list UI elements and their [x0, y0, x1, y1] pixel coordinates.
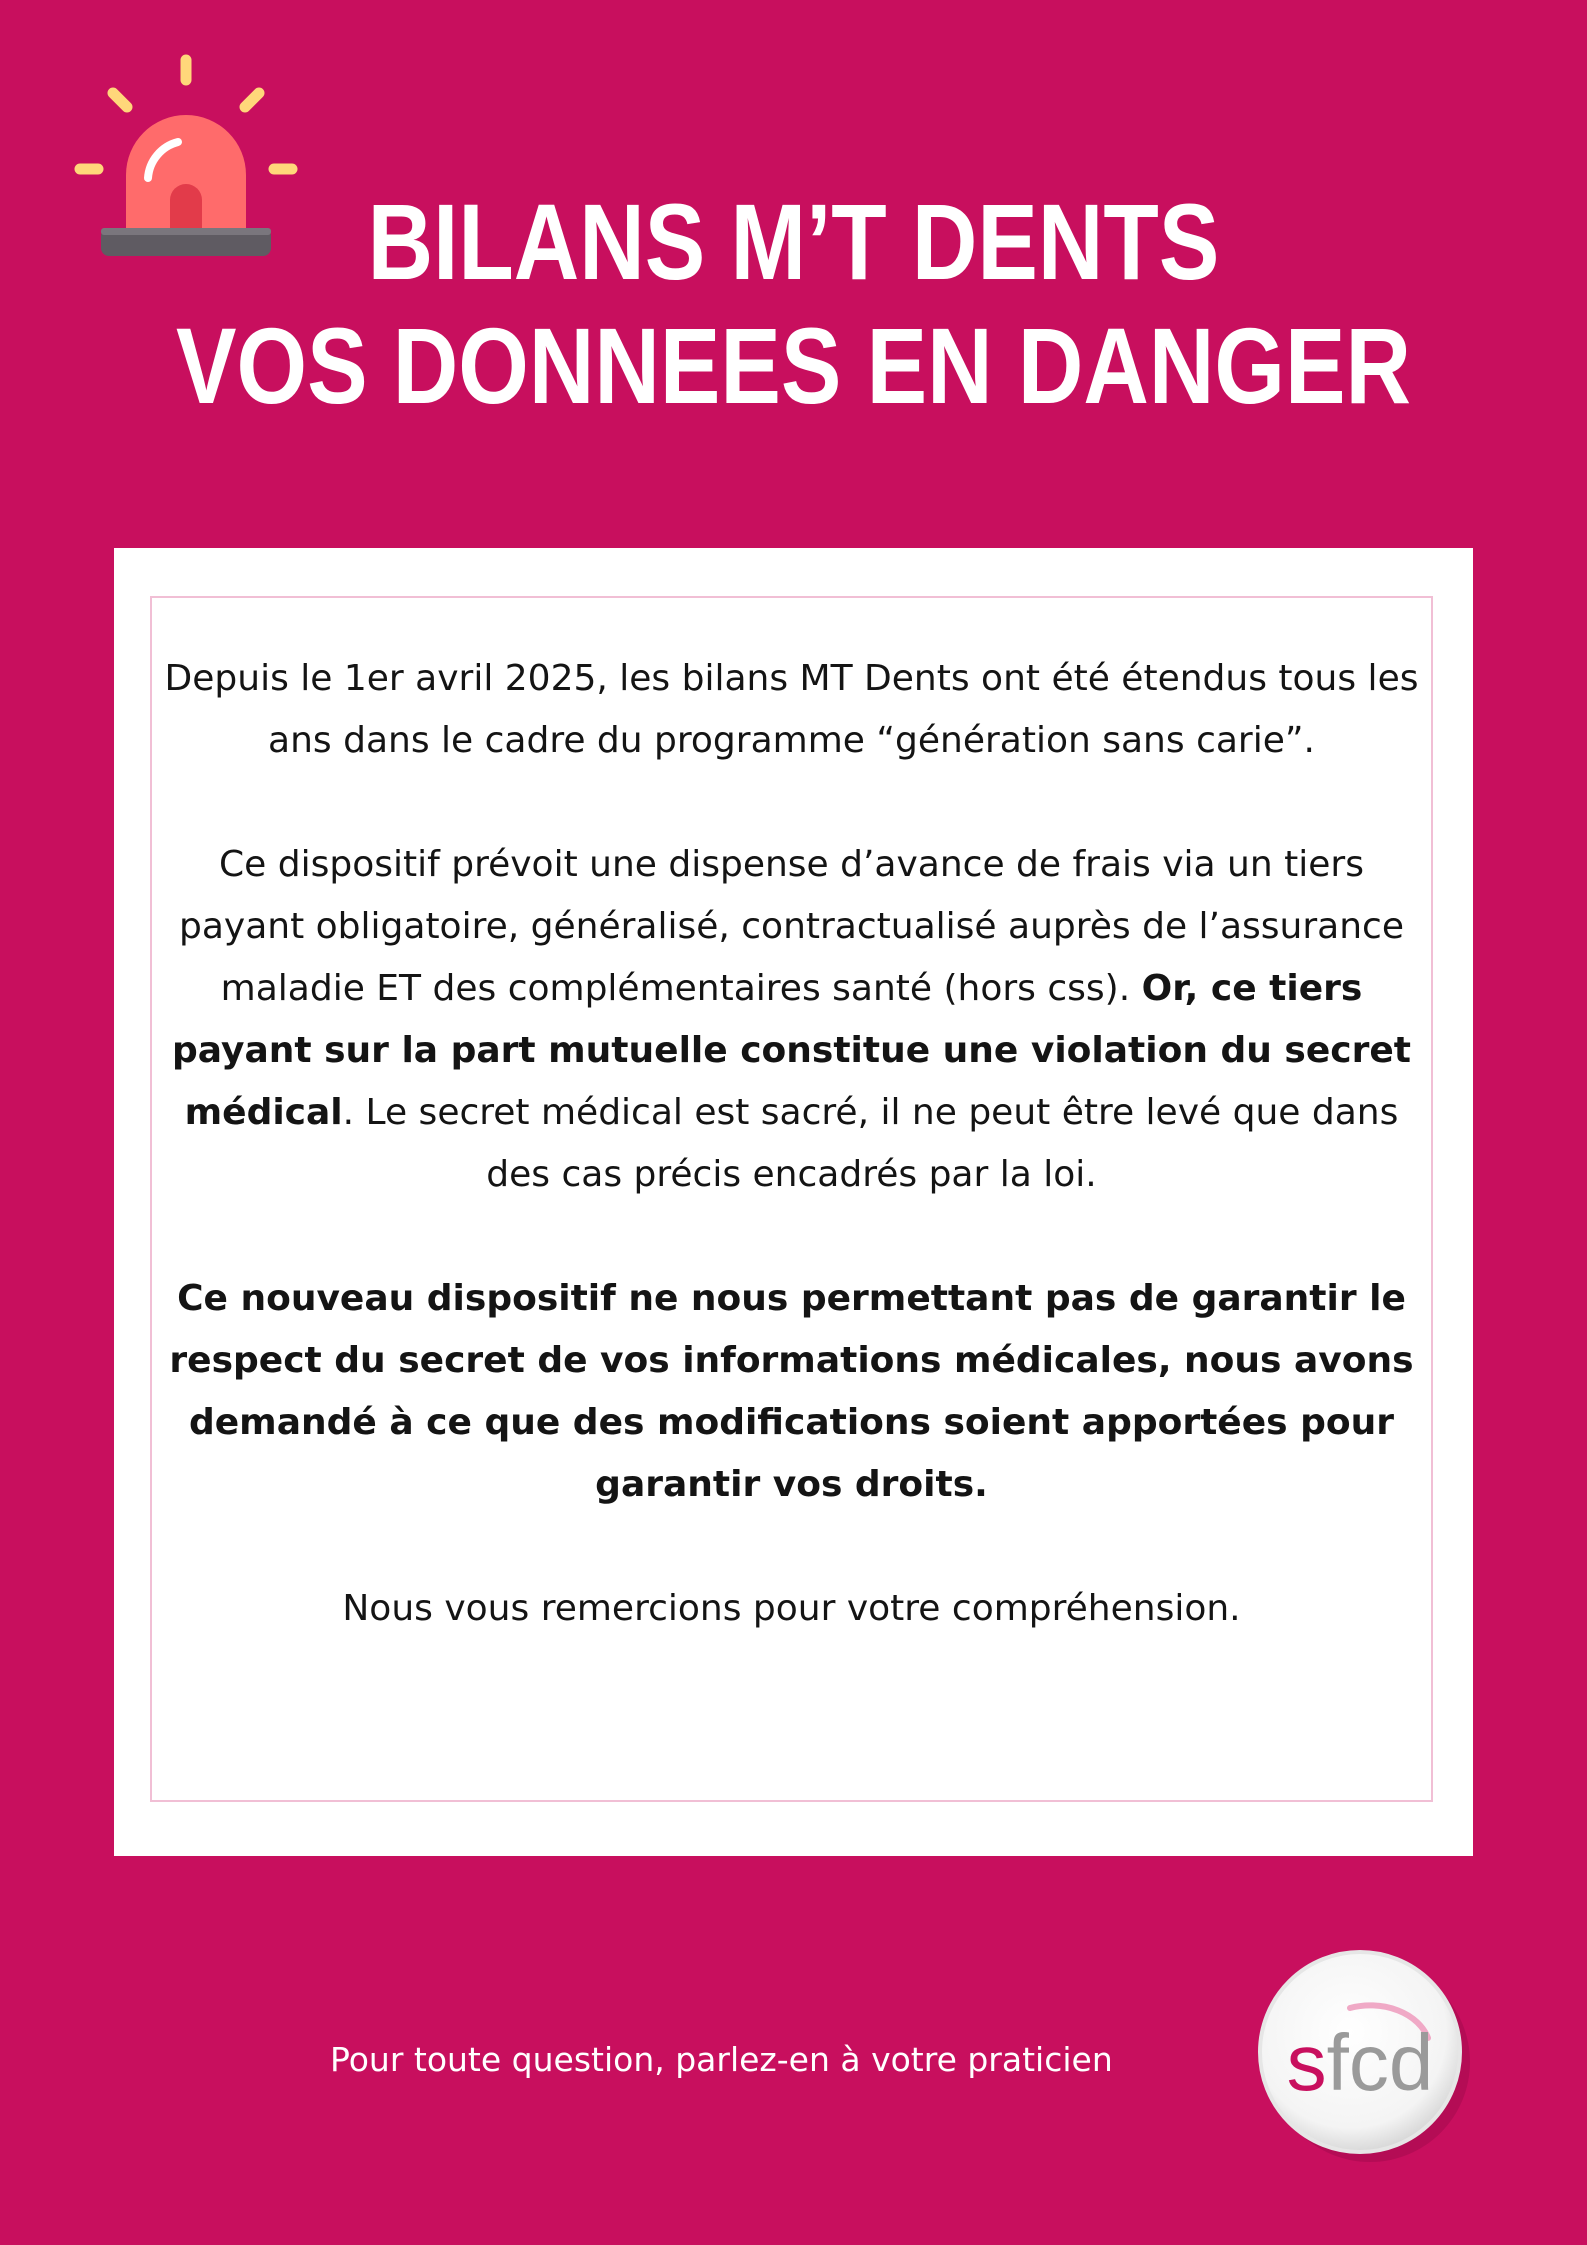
- page-title: [127, 180, 1460, 428]
- info-card: [114, 548, 1473, 1856]
- paragraph-warning-bold: Ce nouveau dispositif ne nous permettant pas de garantir le respect du secret de vos informations médicales, nous avons demandé à ce que des modifications soient apportées pour garantir vos droits.: [169, 1278, 1414, 1505]
- info-card-frame: [150, 596, 1433, 1802]
- paragraph-dispositif-end: . Le secret médical est sacré, il ne peut être levé que dans des cas précis encadrés par la loi.: [342, 1092, 1399, 1195]
- paragraph-thanks: Nous vous remercions pour votre compréhension.: [342, 1588, 1241, 1629]
- sfcd-logo-text: sfcd: [1286, 2018, 1434, 2107]
- title-line-1: BILANS M’T DENTS: [367, 181, 1220, 302]
- paragraph-dispositif-start: Ce dispositif prévoit une dispense d’avance de frais via un tiers payant obligatoire, généralisé, contractualisé auprès de l’assurance maladie ET des complémentaires santé (hors css).: [179, 844, 1404, 1009]
- paragraph-intro: Depuis le 1er avril 2025, les bilans MT Dents ont été étendus tous les ans dans le cadre du programme “génération sans carie”.: [164, 658, 1419, 761]
- paragraph-warning: [152, 1268, 1431, 1516]
- paragraph-dispositif: [152, 834, 1431, 1206]
- title-line-2: VOS DONNEES EN DANGER: [175, 305, 1411, 426]
- sfcd-logo: [1240, 1930, 1490, 2180]
- footer-text: Pour toute question, parlez-en à votre praticien: [330, 2040, 1113, 2079]
- info-card-text: [152, 648, 1431, 1640]
- paragraph-dispositif-bold: Or, ce tiers payant sur la part mutuelle constitue une violation du secret médical: [172, 968, 1411, 1133]
